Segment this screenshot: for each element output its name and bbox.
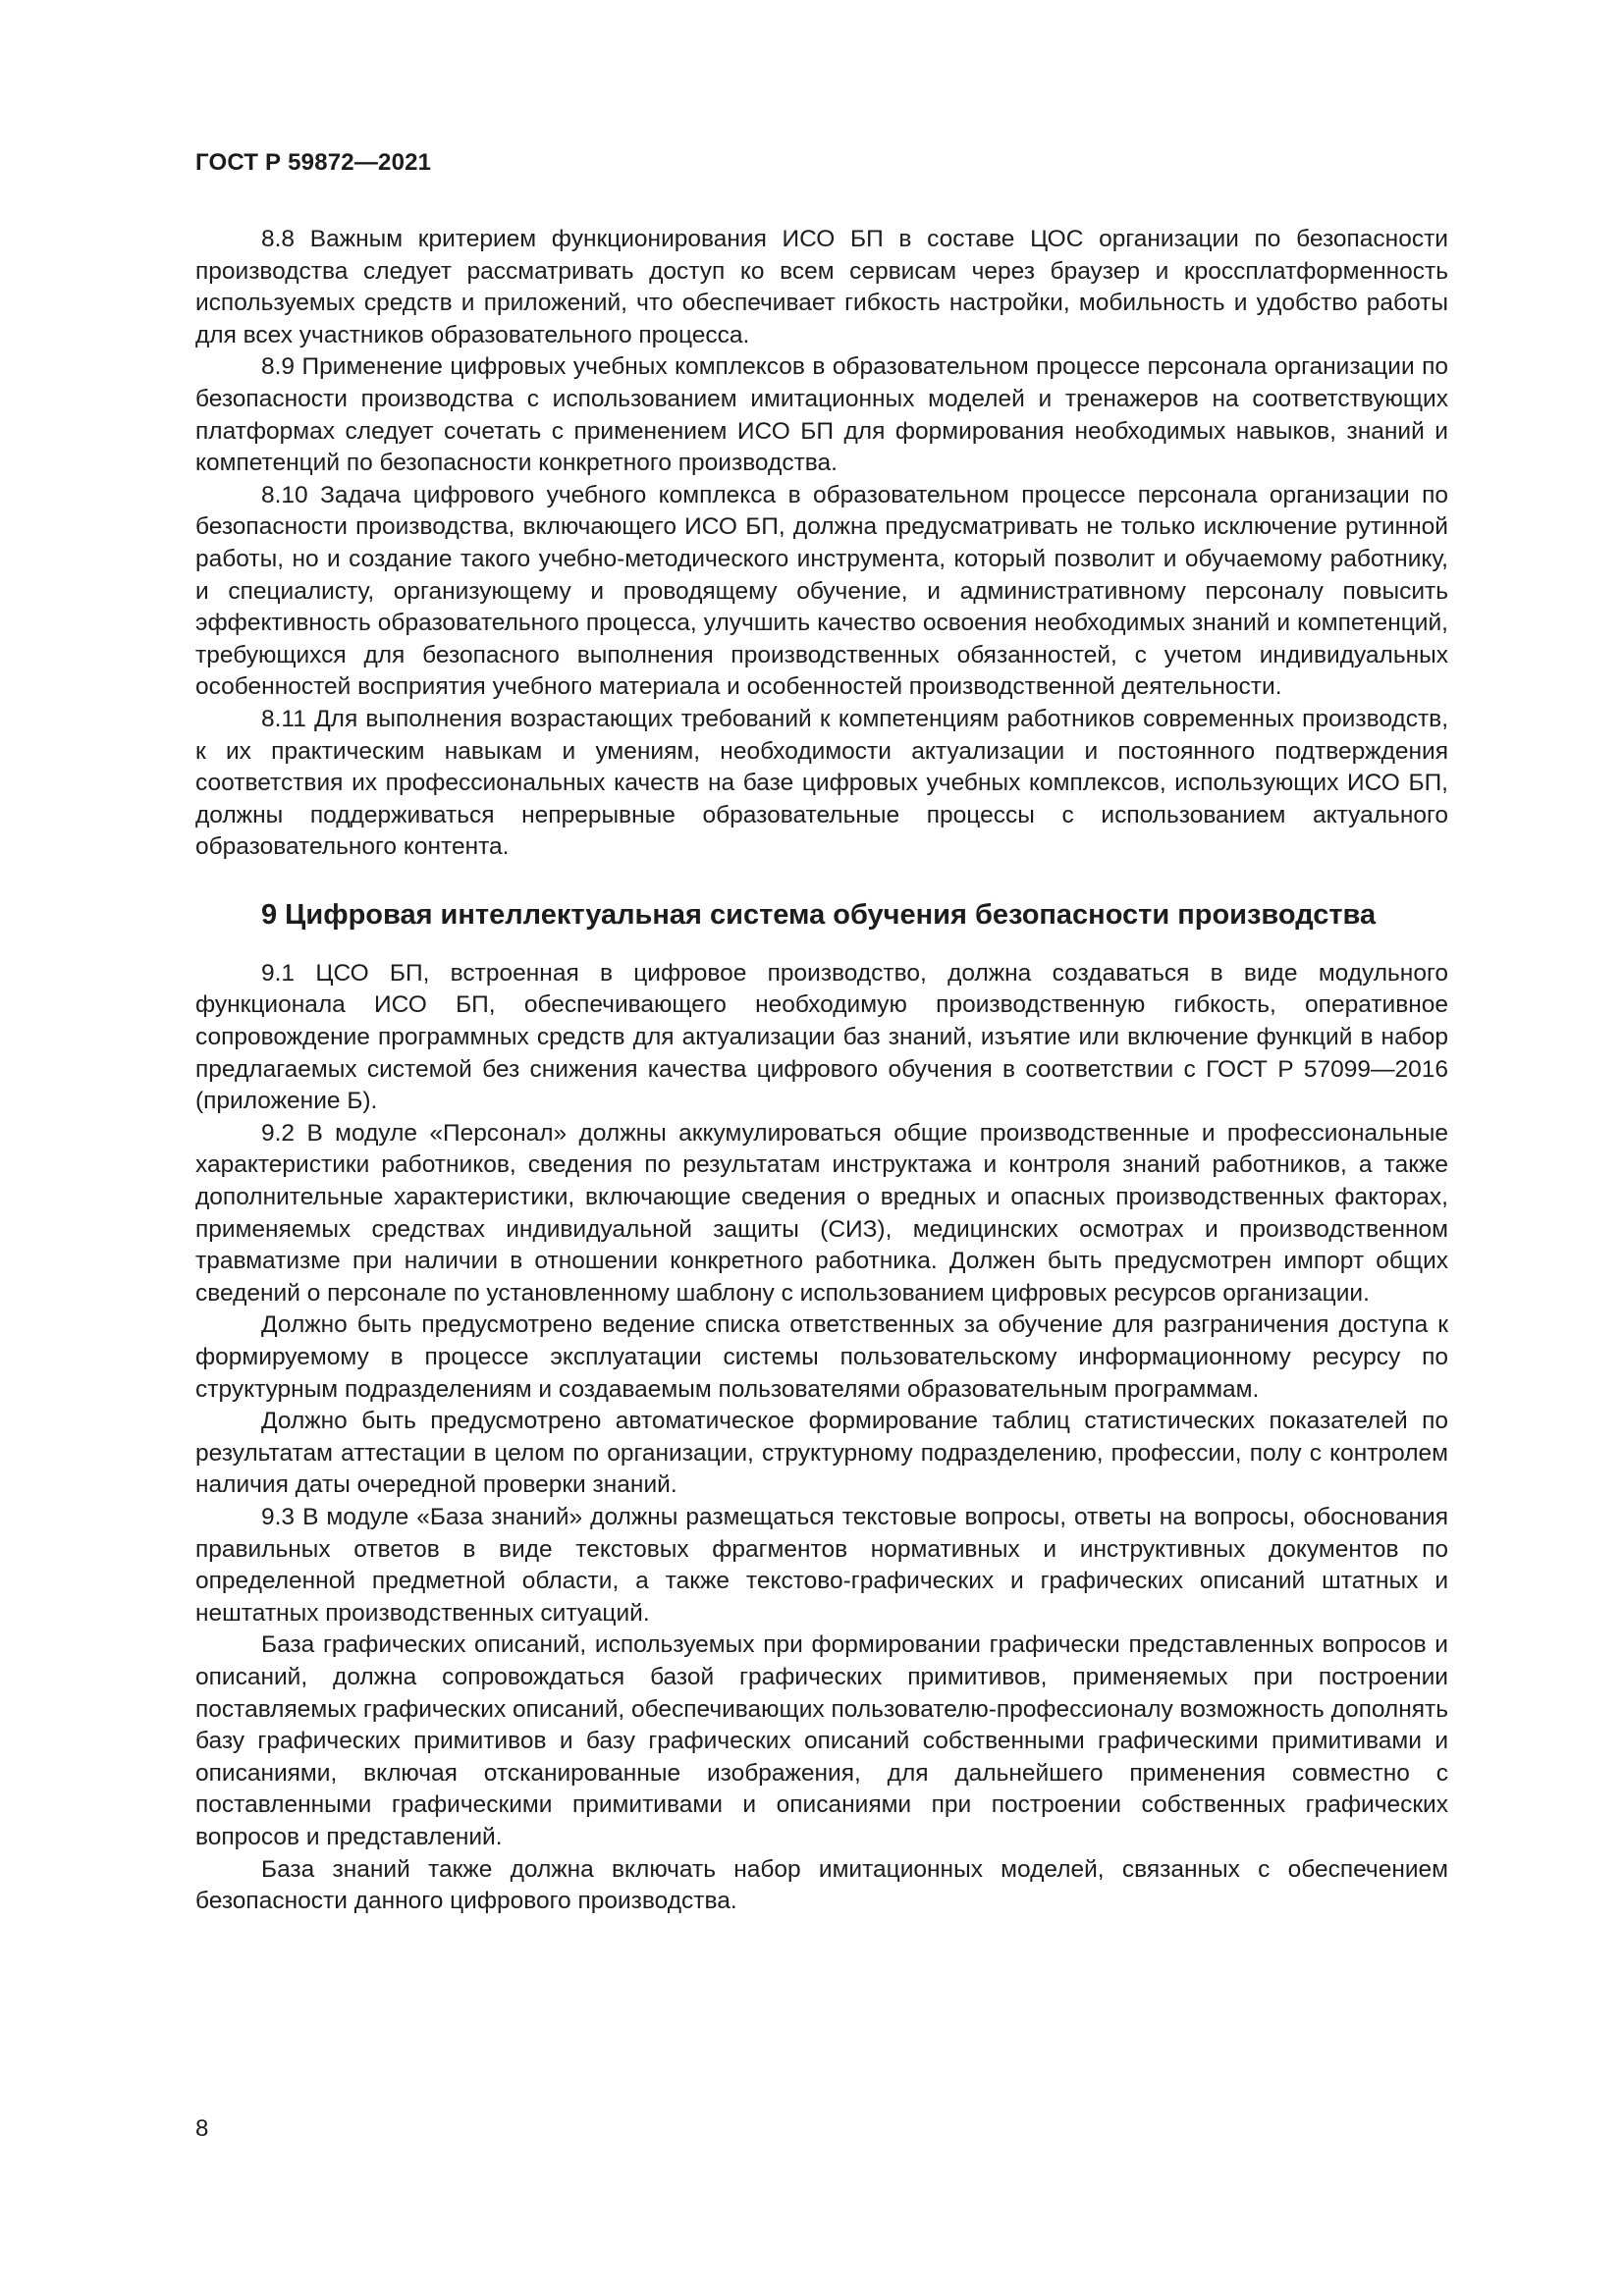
paragraph-8-10: 8.10 Задача цифрового учебного комплекса в образовательном процессе персонала организации по безопасности производства, включающего ИСО БП, должна предусматривать не только исключение рутинной работы, но и создание такого учебно-методического инструмента, который позволит и обучаемому работнику, и специалисту, организующему и проводящему обучение, и административному персоналу повысить эффективность образовательного процесса, улучшить качество освоения необходимых знаний и компетенций, требующихся для безопасного выполнения производственных обязанностей, с учетом индивидуальных особенностей восприятия учебного материала и особенностей производственной деятельности. bbox=[195, 481, 1448, 701]
paragraph-8-8: 8.8 Важным критерием функционирования ИСО БП в составе ЦОС организации по безопасности производства следует рассматривать доступ ко всем сервисам через браузер и кроссплатформенность используемых средств и приложений, что обеспечивает гибкость настройки, мобильность и удобство работы для всех участников образовательного процесса. bbox=[195, 226, 1448, 348]
page-number: 8 bbox=[195, 2115, 209, 2142]
paragraph-8-11: 8.11 Для выполнения возрастающих требований к компетенциям работников современных производств, к их практическим навыкам и умениям, необходимости актуализации и постоянного подтверждения соответствия их профессиональных качеств на базе цифровых учебных комплексов, использующих ИСО БП, должны поддерживаться непрерывные образовательные процессы с использованием актуального образовательного контента. bbox=[195, 705, 1448, 861]
paragraph-9-3-graphics-base: База графических описаний, используемых при формировании графически представленных вопросов и описаний, должна сопровождаться базой графических примитивов, применяемых при построении поставляемых графических описаний, обеспечивающих пользователю-профессионалу возможность дополнять базу графических примитивов и базу графических описаний собственными графическими примитивами и описаниями, включая отсканированные изображения, для дальнейшего применения совместно с поставленными графическими примитивами и описаниями при построении собственных графических вопросов и представлений. bbox=[195, 1631, 1448, 1850]
section-9-heading: 9 Цифровая интеллектуальная система обучения безопасности производства bbox=[261, 898, 1377, 931]
paragraph-9-3: 9.3 В модуле «База знаний» должны размещаться текстовые вопросы, ответы на вопросы, обоснования правильных ответов в виде текстовых фрагментов нормативных и инструктивных документов по определенной предметной области, а также текстово-графических и графических описаний штатных и нештатных производственных ситуаций. bbox=[195, 1503, 1448, 1627]
paragraph-9-2: 9.2 В модуле «Персонал» должны аккумулироваться общие производственные и профессиональные характеристики работников, сведения по результатам инструктажа и контроля знаний работников, а также дополнительные характеристики, включающие сведения о вредных и опасных производственных факторах, применяемых средствах индивидуальной защиты (СИЗ), медицинских осмотрах и производственном травматизме при наличии в отношении конкретного работника. Должен быть предусмотрен импорт общих сведений о персонале по установленному шаблону с использованием цифровых ресурсов организации. bbox=[195, 1119, 1448, 1307]
paragraph-9-2-statistics: Должно быть предусмотрено автоматическое формирование таблиц статистических показателей по результатам аттестации в целом по организации, структурному подразделению, профессии, полу с контролем наличия даты очередной проверки знаний. bbox=[195, 1408, 1448, 1499]
paragraph-9-2-responsible-list: Должно быть предусмотрено ведение списка ответственных за обучение для разграничения доступа к формируемому в процессе эксплуатации системы пользовательскому информационному ресурсу по структурным подразделениям и создаваемым пользователями образовательным программам. bbox=[195, 1311, 1448, 1403]
document-code-header: ГОСТ Р 59872—2021 bbox=[195, 149, 432, 176]
page-body bbox=[195, 224, 1448, 1918]
paragraph-8-9: 8.9 Применение цифровых учебных комплексов в образовательном процессе персонала организации по безопасности производства с использованием имитационных моделей и тренажеров на соответствующих платформах следует сочетать с применением ИСО БП для формирования необходимых навыков, знаний и компетенций по безопасности конкретного производства. bbox=[195, 353, 1448, 477]
paragraph-9-1: 9.1 ЦСО БП, встроенная в цифровое производство, должна создаваться в виде модульного функционала ИСО БП, обеспечивающего необходимую производственную гибкость, оперативное сопровождение программных средств для актуализации баз знаний, изъятие или включение функций в набор предлагаемых системой без снижения качества цифрового обучения в соответствии с ГОСТ Р 57099—2016 (приложение Б). bbox=[195, 959, 1448, 1115]
paragraph-9-3-simulation-models: База знаний также должна включать набор имитационных моделей, связанных с обеспечением безопасности данного цифрового производства. bbox=[195, 1855, 1448, 1915]
